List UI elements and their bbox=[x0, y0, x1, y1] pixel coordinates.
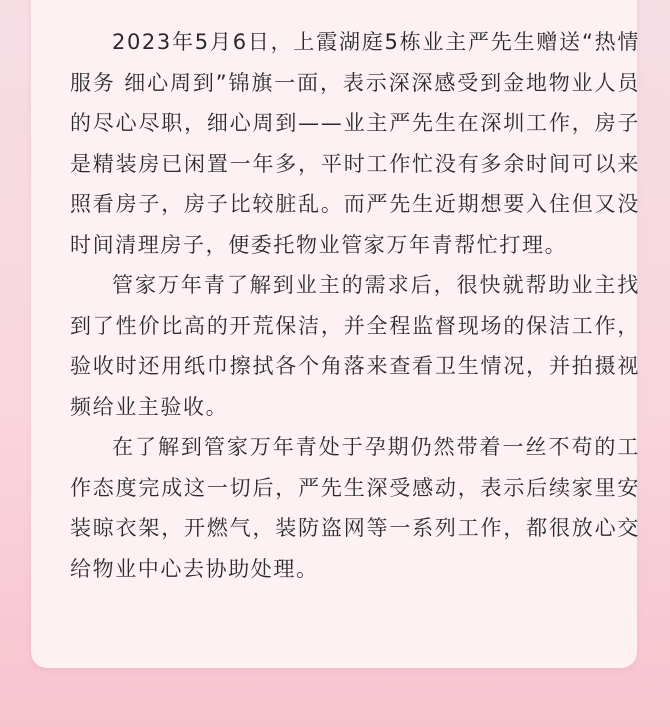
paragraph-1: 2023年5月6日，上霞湖庭5栋业主严先生赠送“热情服务 细心周到”锦旗一面，表示深深感受到金地物业人员的尽心尽职，细心周到——业主严先生在深圳工作，房子是精装房已闲置一年多，平时工作忙没有多余时间可以来照看房子，房子比较脏乱。而严先生近期想要入住但又没时间清理房子，便委托物业管家万年青帮忙打理。 bbox=[70, 30, 640, 257]
article-body bbox=[70, 22, 640, 589]
paragraph-3: 在了解到管家万年青处于孕期仍然带着一丝不苟的工作态度完成这一切后，严先生深受感动，表示后续家里安装晾衣架，开燃气，装防盗网等一系列工作，都很放心交给物业中心去协助处理。 bbox=[70, 435, 640, 581]
paragraph-2: 管家万年青了解到业主的需求后，很快就帮助业主找到了性价比高的开荒保洁，并全程监督现场的保洁工作，验收时还用纸巾擦拭各个角落来查看卫生情况，并拍摄视频给业主验收。 bbox=[70, 273, 640, 419]
